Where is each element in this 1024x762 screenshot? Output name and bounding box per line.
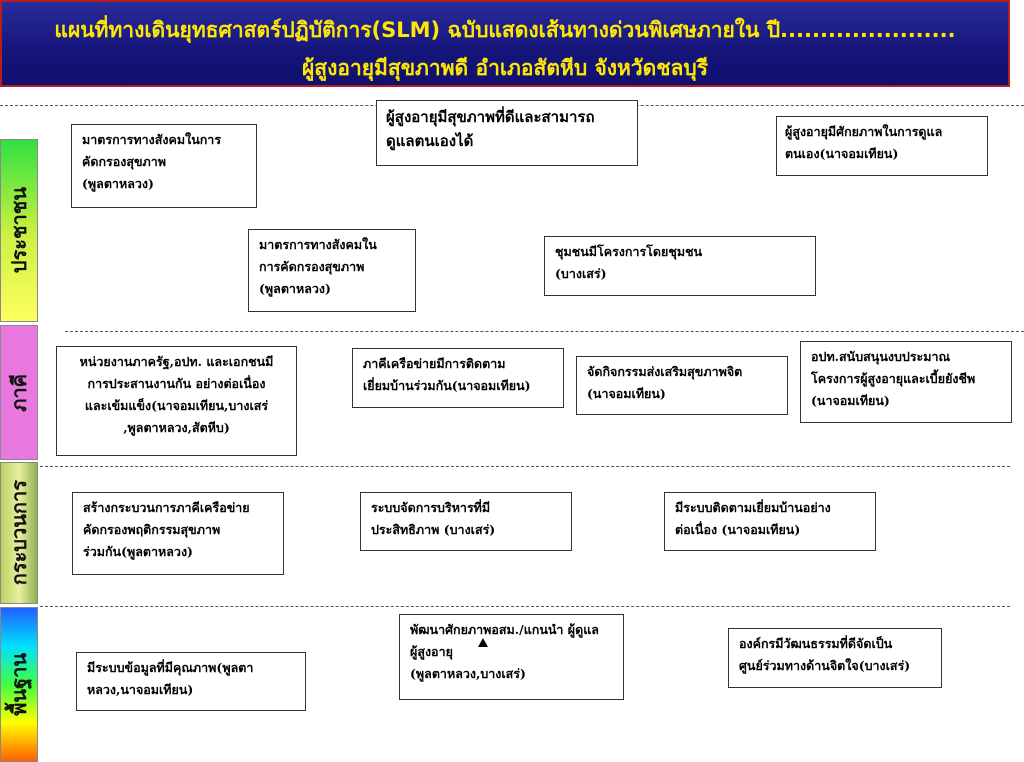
separator-process-foundation [40, 606, 1010, 607]
process-box-2 [360, 492, 572, 551]
foundation-box-2-line-2: ผู้สูงอายุ [410, 644, 453, 659]
process-box-3-line-2: ต่อเนื่อง (นาจอมเทียน) [675, 522, 801, 537]
process-box-1-line-2: คัดกรองพฤติกรรมสุขภาพ [83, 522, 221, 537]
title-line-2: ผู้สูงอายุมีสุขภาพดี อำเภอสัตหีบ จังหวัดชลบุรี [301, 56, 709, 80]
foundation-box-2-line-3: (พูลตาหลวง,บางเสร่) [410, 666, 526, 681]
process-box-1 [72, 492, 284, 575]
foundation-box-2 [399, 614, 624, 700]
band-people [0, 139, 38, 322]
process-box-3-line-1: มีระบบติดตามเยี่ยมบ้านอย่าง [675, 500, 831, 515]
title-line-1: แผนที่ทางเดินยุทธศาสตร์ปฏิบัติการ(SLM) ฉบับแสดงเส้นทางด่วนพิเศษภายใน ปี...................... [54, 18, 956, 42]
partners-box-2 [352, 348, 564, 408]
arrow-up-icon [478, 638, 488, 647]
people-box-3 [248, 229, 416, 312]
people-box-2-line-2: ตนเอง(นาจอมเทียน) [785, 146, 899, 161]
people-box-1-line-3: (พูลตาหลวง) [82, 176, 154, 191]
band-foundation [0, 607, 38, 762]
partners-box-2-line-2: เยี่ยมบ้านร่วมกัน(นาจอมเทียน) [363, 378, 531, 393]
partners-box-1-line-3: และเข้มแข็ง(นาจอมเทียน,บางเสร่ [84, 398, 269, 413]
people-box-1-line-2: คัดกรองสุขภาพ [82, 154, 167, 169]
process-box-1-line-3: ร่วมกัน(พูลตาหลวง) [83, 544, 193, 559]
people-box-4-line-1: ชุมชนมีโครงการโดยชุมชน [555, 244, 703, 259]
people-box-1 [71, 124, 257, 208]
goal-line-2: ดูแลตนเองได้ [386, 132, 474, 150]
process-box-1-line-1: สร้างกระบวนการภาคีเครือข่าย [83, 500, 250, 515]
partners-box-1-line-2: การประสานงานกัน อย่างต่อเนื่อง [87, 376, 266, 391]
partners-box-3 [576, 356, 788, 415]
band-foundation-label: พื้นฐาน [7, 653, 31, 716]
process-box-3 [664, 492, 876, 551]
foundation-box-3-line-2: ศูนย์ร่วมทางด้านจิตใจ(บางเสร่) [739, 658, 911, 673]
people-box-1-line-1: มาตรการทางสังคมในการ [82, 132, 222, 147]
partners-box-2-line-1: ภาคีเครือข่ายมีการติดตาม [363, 356, 506, 371]
partners-box-4-line-1: อปท.สนับสนุนงบประมาณ [811, 349, 951, 364]
foundation-box-1-line-2: หลวง,นาจอมเทียน) [87, 682, 194, 697]
band-process-label: กระบวนการ [7, 480, 31, 586]
partners-box-4 [800, 341, 1012, 423]
people-box-4-line-2: (บางเสร่) [555, 266, 607, 281]
people-box-3-line-1: มาตรการทางสังคมใน [259, 237, 377, 252]
band-people-label: ประชาชน [7, 187, 31, 274]
band-partners [0, 325, 38, 460]
people-box-2 [776, 116, 988, 176]
band-process [0, 462, 38, 604]
separator-people-partners [65, 331, 1024, 332]
people-box-4 [544, 236, 816, 296]
partners-box-1-line-1: หน่วยงานภาครัฐ,อปท. และเอกชนมี [79, 354, 274, 369]
partners-box-1 [56, 346, 297, 456]
partners-box-1-line-4: ,พูลตาหลวง,สัตหีบ) [123, 420, 230, 435]
foundation-box-3 [728, 628, 942, 688]
partners-box-4-line-3: (นาจอมเทียน) [811, 393, 890, 408]
partners-box-4-line-2: โครงการผู้สูงอายุและเบี้ยยังชีพ [811, 371, 976, 386]
foundation-box-1-line-1: มีระบบข้อมูลที่มีคุณภาพ(พูลตา [87, 660, 254, 675]
goal-box [376, 100, 638, 166]
foundation-box-2-line-1: พัฒนาศักยภาพอสม./แกนนำ ผู้ดูแล [410, 622, 599, 637]
people-box-2-line-1: ผู้สูงอายุมีศักยภาพในการดูแล [785, 124, 943, 139]
title-banner [0, 0, 1010, 87]
partners-box-3-line-2: (นาจอมเทียน) [587, 386, 666, 401]
people-box-3-line-2: การคัดกรองสุขภาพ [259, 259, 365, 274]
people-box-3-line-3: (พูลตาหลวง) [259, 281, 331, 296]
band-partners-label: ภาคี [7, 373, 31, 412]
foundation-box-1 [76, 652, 306, 711]
partners-box-3-line-1: จัดกิจกรรมส่งเสริมสุขภาพจิต [587, 364, 743, 379]
separator-partners-process [40, 466, 1010, 467]
foundation-box-3-line-1: องค์กรมีวัฒนธรรมที่ดีจัดเป็น [739, 636, 893, 651]
process-box-2-line-2: ประสิทธิภาพ (บางเสร่) [371, 522, 496, 537]
process-box-2-line-1: ระบบจัดการบริหารที่มี [371, 500, 491, 515]
goal-line-1: ผู้สูงอายุมีสุขภาพที่ดีและสามารถ [386, 108, 595, 126]
